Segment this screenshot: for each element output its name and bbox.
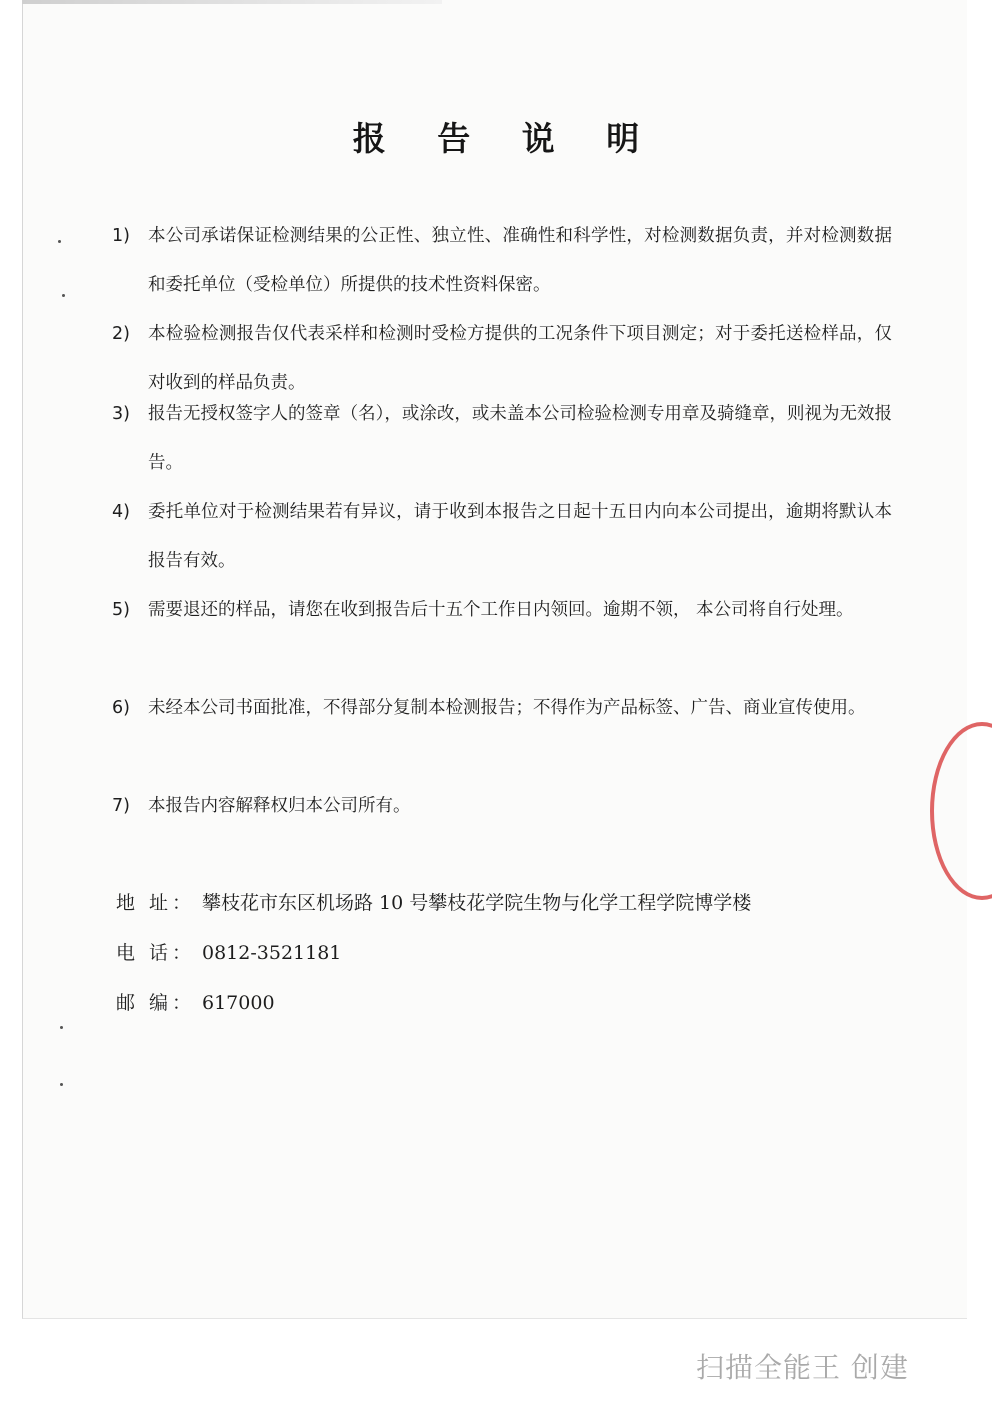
page-title: 报 告 说 明 bbox=[352, 119, 660, 158]
item-text: 报告无授权签字人的签章（名），或涂改，或未盖本公司检验检测专用章及骑缝章，则视为无效报告。 bbox=[148, 404, 892, 473]
item-text: 本报告内容解释权归本公司所有。 bbox=[148, 796, 411, 816]
item-text: 未经本公司书面批准，不得部分复制本检测报告；不得作为产品标签、广告、商业宣传使用。 bbox=[148, 698, 866, 718]
scan-speck bbox=[60, 1083, 63, 1086]
postcode-value: 617000 bbox=[202, 992, 275, 1014]
scan-speck bbox=[62, 294, 65, 297]
phone-label: 电 话： bbox=[116, 942, 196, 964]
address-line bbox=[116, 888, 751, 915]
list-item bbox=[112, 684, 892, 733]
postcode-line bbox=[116, 988, 275, 1015]
phone-value: 0812-3521181 bbox=[202, 942, 342, 964]
item-number: 5) bbox=[112, 600, 130, 620]
item-number: 6) bbox=[112, 698, 130, 718]
scanner-watermark: 扫描全能王 创建 bbox=[696, 1351, 909, 1384]
list-item bbox=[112, 488, 892, 586]
document-page bbox=[22, 0, 967, 1319]
address-value: 攀枝花市东区机场路 10 号攀枝花学院生物与化学工程学院博学楼 bbox=[202, 892, 752, 914]
list-item bbox=[112, 586, 892, 635]
scan-edge bbox=[22, 0, 442, 4]
address-label: 地 址： bbox=[116, 892, 196, 914]
item-number: 7) bbox=[112, 796, 130, 816]
item-text: 需要退还的样品，请您在收到报告后十五个工作日内领回。逾期不领， 本公司将自行处理。 bbox=[148, 600, 854, 620]
item-number: 1) bbox=[112, 226, 130, 246]
postcode-label: 邮 编： bbox=[116, 992, 196, 1014]
list-item bbox=[112, 390, 892, 488]
seal-text bbox=[938, 740, 968, 870]
scan-speck bbox=[60, 1026, 63, 1029]
scan-speck bbox=[58, 240, 61, 243]
item-text: 本公司承诺保证检测结果的公正性、独立性、准确性和科学性，对检测数据负责，并对检测数据和委托单位（受检单位）所提供的技术性资料保密。 bbox=[148, 226, 892, 295]
item-text: 委托单位对于检测结果若有异议，请于收到本报告之日起十五日内向本公司提出，逾期将默认本报告有效。 bbox=[148, 502, 892, 571]
item-number: 2) bbox=[112, 324, 130, 344]
list-item bbox=[112, 212, 892, 310]
phone-line bbox=[116, 938, 341, 965]
item-text: 本检验检测报告仅代表采样和检测时受检方提供的工况条件下项目测定；对于委托送检样品，仅对收到的样品负责。 bbox=[148, 324, 892, 393]
item-number: 4) bbox=[112, 502, 130, 522]
list-item bbox=[112, 782, 892, 831]
item-number: 3) bbox=[112, 404, 130, 424]
